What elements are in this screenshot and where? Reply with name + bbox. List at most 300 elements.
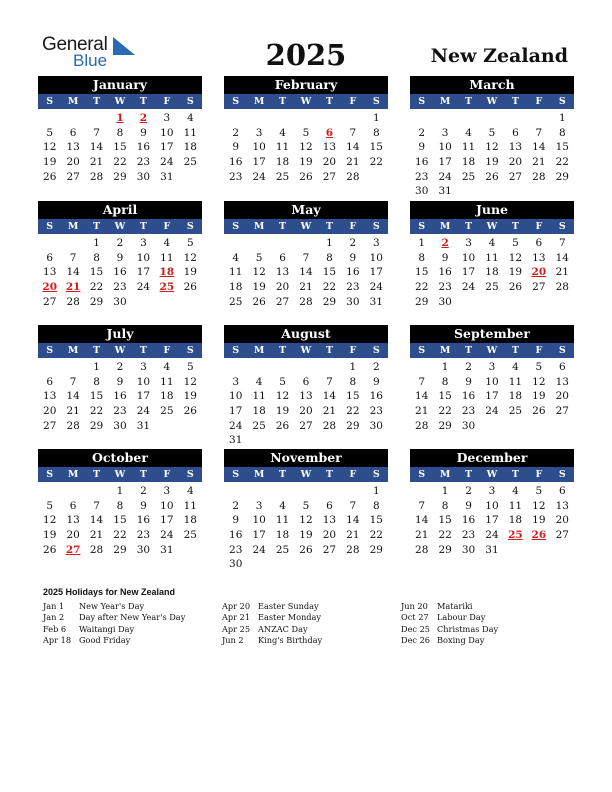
day-number: 7	[349, 499, 357, 512]
weekday-label: F	[349, 96, 357, 107]
day-number: 27	[508, 170, 523, 183]
day-number: 26	[508, 281, 523, 294]
weekday-label: T	[279, 345, 287, 356]
day-number: 23	[229, 170, 243, 183]
day-number: 17	[369, 266, 383, 279]
day-number: 7	[326, 375, 333, 388]
day-number: 29	[415, 295, 429, 308]
day-number: 5	[46, 499, 54, 512]
day-number: 8	[116, 126, 124, 139]
day-number: 30	[136, 170, 151, 183]
weekday-label: M	[253, 469, 265, 480]
weekday-header	[38, 467, 202, 482]
day-number: 8	[93, 251, 100, 264]
weekday-label: W	[486, 345, 498, 356]
day-number: 8	[326, 251, 333, 264]
weekday-label: W	[300, 96, 312, 107]
day-number: 24	[485, 405, 499, 418]
holiday-name: Good Friday	[79, 634, 131, 645]
day-number: 15	[346, 390, 360, 403]
day-number: 29	[89, 295, 104, 308]
weekday-label: M	[67, 345, 79, 356]
weekday-label: M	[67, 469, 79, 480]
day-number: 12	[532, 375, 546, 388]
day-number: 11	[229, 266, 243, 279]
day-number: 10	[485, 375, 499, 388]
day-number: 28	[89, 170, 104, 183]
empty-cell	[294, 484, 317, 499]
month-february	[224, 76, 388, 184]
day-number: 10	[136, 251, 151, 264]
weekday-header	[224, 467, 388, 482]
day-number: 4	[279, 126, 286, 139]
day-number: 14	[532, 141, 546, 154]
day-number: 15	[113, 141, 127, 154]
day-number: 22	[89, 281, 104, 294]
weekday-label: S	[558, 221, 566, 232]
empty-cell	[224, 111, 247, 126]
day-number: 25	[183, 529, 197, 542]
day-number: 24	[461, 281, 476, 294]
holiday-day: 2	[139, 112, 148, 124]
day-number: 24	[485, 529, 499, 542]
weekday-label: F	[535, 469, 543, 480]
day-number: 31	[229, 434, 243, 447]
day-number: 2	[232, 499, 240, 512]
holiday-date: Apr 18	[43, 634, 72, 645]
day-number: 24	[136, 405, 151, 418]
weekday-header	[410, 343, 574, 358]
weekday-label: S	[46, 96, 54, 107]
weekday-label: M	[439, 221, 451, 232]
month-name: November	[224, 449, 388, 467]
day-number: 11	[461, 141, 476, 154]
weekday-label: F	[349, 469, 357, 480]
day-number: 9	[232, 141, 240, 154]
empty-cell	[224, 484, 247, 499]
day-number: 28	[89, 543, 104, 556]
day-number: 17	[136, 266, 151, 279]
month-name: April	[38, 201, 202, 219]
day-grid	[38, 358, 202, 433]
weekday-label: S	[186, 469, 194, 480]
weekday-label: S	[46, 345, 54, 356]
day-number: 2	[372, 361, 380, 373]
day-number: 28	[415, 543, 429, 556]
day-number: 11	[252, 390, 266, 403]
day-number: 9	[116, 375, 124, 388]
day-number: 30	[461, 543, 476, 556]
holiday-day: 26	[531, 529, 547, 542]
empty-cell	[38, 236, 61, 251]
day-number: 18	[275, 529, 290, 542]
holiday-day: 2	[441, 237, 449, 249]
day-number: 6	[512, 126, 519, 139]
holiday-item	[222, 624, 322, 635]
day-number: 3	[140, 361, 147, 373]
holiday-name: Labour Day	[437, 612, 486, 623]
day-number: 17	[461, 266, 476, 279]
day-number: 10	[369, 251, 383, 264]
day-number: 14	[89, 141, 104, 154]
day-number: 30	[346, 295, 360, 308]
day-number: 14	[299, 266, 313, 279]
day-number: 17	[136, 390, 151, 403]
day-number: 6	[46, 251, 54, 264]
empty-cell	[61, 484, 84, 499]
day-number: 10	[160, 499, 174, 512]
day-number: 4	[488, 237, 496, 249]
day-number: 27	[555, 529, 569, 542]
empty-cell	[318, 360, 341, 375]
day-number: 1	[441, 485, 449, 497]
day-number: 23	[346, 281, 360, 294]
day-number: 26	[43, 170, 57, 183]
day-number: 8	[418, 251, 426, 264]
day-number: 9	[418, 141, 426, 154]
day-number: 13	[322, 514, 337, 527]
empty-cell	[224, 360, 247, 375]
day-number: 25	[229, 295, 243, 308]
day-number: 26	[485, 170, 499, 183]
weekday-label: T	[139, 96, 147, 107]
day-number: 27	[532, 281, 546, 294]
day-number: 4	[163, 237, 171, 249]
day-number: 28	[346, 170, 360, 183]
day-number: 5	[46, 126, 54, 139]
empty-cell	[38, 484, 61, 499]
day-number: 12	[485, 141, 499, 154]
day-number: 28	[415, 419, 429, 432]
weekday-label: T	[511, 221, 519, 232]
day-number: 30	[113, 419, 127, 432]
weekday-label: T	[139, 345, 147, 356]
day-number: 5	[186, 237, 194, 249]
day-number: 11	[160, 375, 174, 388]
day-number: 7	[69, 375, 77, 388]
day-number: 8	[116, 499, 124, 512]
page-title: 2025	[265, 38, 347, 72]
day-number: 26	[183, 281, 197, 294]
day-number: 24	[136, 281, 151, 294]
day-number: 28	[532, 170, 546, 183]
weekday-label: S	[418, 469, 426, 480]
weekday-label: S	[232, 221, 240, 232]
day-number: 13	[66, 514, 80, 527]
day-number: 12	[183, 375, 197, 388]
day-grid	[38, 482, 202, 557]
day-number: 17	[160, 141, 174, 154]
day-number: 31	[438, 185, 452, 198]
day-number: 3	[232, 375, 240, 388]
day-number: 23	[113, 281, 127, 294]
day-number: 4	[255, 375, 263, 388]
day-number: 22	[322, 281, 337, 294]
day-number: 27	[43, 419, 57, 432]
day-number: 18	[508, 390, 523, 403]
day-number: 22	[346, 405, 360, 418]
day-number: 4	[163, 361, 171, 373]
day-number: 14	[322, 390, 337, 403]
weekday-label: S	[558, 96, 566, 107]
month-name: March	[410, 76, 574, 94]
day-number: 22	[555, 156, 569, 169]
weekday-header	[410, 467, 574, 482]
holiday-date: Jan 2	[43, 612, 65, 623]
weekday-label: W	[114, 345, 126, 356]
empty-cell	[38, 360, 61, 375]
day-number: 16	[136, 141, 151, 154]
weekday-label: S	[186, 221, 194, 232]
day-number: 25	[508, 405, 523, 418]
day-number: 18	[183, 141, 197, 154]
day-number: 7	[535, 126, 543, 139]
holiday-name: ANZAC Day	[258, 623, 308, 634]
weekday-label: W	[486, 469, 498, 480]
holiday-item	[222, 601, 322, 612]
empty-cell	[504, 111, 527, 126]
day-number: 19	[299, 156, 313, 169]
month-name: May	[224, 201, 388, 219]
day-number: 28	[66, 419, 80, 432]
day-number: 30	[415, 185, 429, 198]
day-number: 21	[299, 281, 313, 294]
day-number: 19	[183, 266, 197, 279]
day-number: 3	[163, 485, 171, 497]
day-number: 22	[438, 405, 452, 418]
holiday-name: Day after New Year's Day	[79, 612, 186, 623]
weekday-label: T	[465, 469, 473, 480]
day-number: 9	[465, 499, 472, 512]
weekday-header	[410, 94, 574, 109]
day-number: 17	[252, 156, 266, 169]
day-number: 15	[369, 514, 383, 527]
day-number: 2	[349, 237, 357, 249]
month-january	[38, 76, 202, 184]
day-number: 20	[275, 281, 290, 294]
weekday-label: W	[300, 345, 312, 356]
day-number: 29	[438, 543, 452, 556]
day-number: 2	[465, 361, 472, 373]
day-number: 8	[93, 375, 100, 388]
day-number: 12	[43, 514, 57, 527]
holiday-name: Christmas Day	[437, 623, 499, 634]
day-number: 5	[302, 126, 310, 139]
day-number: 1	[372, 485, 380, 497]
weekday-header	[224, 219, 388, 234]
day-number: 22	[89, 405, 104, 418]
empty-cell	[247, 360, 270, 375]
holiday-day: 25	[159, 281, 175, 294]
day-number: 15	[322, 266, 337, 279]
day-number: 28	[555, 281, 569, 294]
day-number: 30	[438, 295, 452, 308]
day-number: 23	[461, 529, 476, 542]
day-number: 27	[275, 295, 290, 308]
day-number: 31	[369, 295, 383, 308]
month-name: December	[410, 449, 574, 467]
day-number: 6	[279, 251, 286, 264]
day-number: 13	[66, 141, 80, 154]
day-number: 19	[508, 266, 523, 279]
holiday-name: New Year's Day	[79, 601, 145, 611]
day-number: 10	[160, 126, 174, 139]
day-number: 13	[299, 390, 313, 403]
day-number: 8	[372, 126, 380, 139]
day-number: 11	[275, 514, 290, 527]
day-number: 14	[346, 141, 360, 154]
day-number: 12	[299, 514, 313, 527]
month-august	[224, 325, 388, 448]
day-number: 11	[183, 126, 197, 139]
weekday-label: F	[535, 345, 543, 356]
day-number: 13	[532, 251, 546, 264]
weekday-label: S	[186, 96, 194, 107]
weekday-label: M	[67, 96, 79, 107]
day-number: 15	[89, 266, 104, 279]
day-number: 28	[299, 295, 313, 308]
day-number: 12	[508, 251, 523, 264]
day-number: 28	[346, 543, 360, 556]
day-number: 7	[418, 499, 426, 512]
day-number: 19	[299, 529, 313, 542]
day-number: 21	[532, 156, 546, 169]
day-number: 27	[66, 170, 80, 183]
weekday-label: M	[253, 96, 265, 107]
day-number: 31	[136, 419, 151, 432]
day-number: 28	[322, 419, 337, 432]
day-number: 7	[302, 251, 310, 264]
day-number: 10	[229, 390, 243, 403]
day-number: 30	[369, 419, 383, 432]
empty-cell	[247, 111, 270, 126]
holiday-name: Waitangi Day	[79, 623, 135, 634]
day-number: 13	[555, 375, 569, 388]
holiday-date: Oct 27	[401, 612, 429, 623]
day-number: 20	[66, 156, 80, 169]
weekday-header	[38, 343, 202, 358]
day-number: 24	[229, 419, 243, 432]
day-number: 30	[461, 419, 476, 432]
day-number: 8	[441, 375, 449, 388]
holiday-name: Easter Monday	[258, 612, 322, 623]
day-number: 23	[136, 156, 151, 169]
day-number: 27	[322, 543, 337, 556]
day-number: 18	[229, 281, 243, 294]
day-number: 4	[512, 361, 519, 373]
empty-cell	[294, 111, 317, 126]
day-number: 18	[508, 514, 523, 527]
day-number: 6	[558, 485, 566, 497]
month-november	[224, 449, 388, 572]
day-number: 30	[113, 295, 127, 308]
day-number: 6	[558, 361, 566, 373]
day-number: 6	[302, 375, 310, 388]
holiday-item	[222, 612, 322, 623]
day-number: 11	[160, 251, 174, 264]
empty-cell	[61, 236, 84, 251]
empty-cell	[410, 360, 433, 375]
day-grid	[38, 234, 202, 309]
day-number: 17	[252, 529, 266, 542]
day-number: 7	[349, 126, 357, 139]
weekday-label: M	[253, 221, 265, 232]
day-number: 1	[441, 361, 449, 373]
holiday-name: Matariki	[437, 601, 473, 611]
day-number: 14	[66, 390, 80, 403]
day-number: 31	[160, 170, 174, 183]
day-number: 16	[346, 266, 360, 279]
brand-name-part2: Blue	[73, 51, 108, 70]
empty-cell	[527, 111, 550, 126]
day-number: 20	[322, 529, 337, 542]
holiday-name: Boxing Day	[437, 634, 485, 645]
day-number: 21	[322, 405, 337, 418]
holiday-item	[401, 624, 498, 635]
day-number: 7	[93, 499, 100, 512]
day-number: 7	[69, 251, 77, 264]
day-number: 29	[555, 170, 569, 183]
day-number: 11	[508, 375, 523, 388]
day-number: 12	[252, 266, 266, 279]
weekday-label: S	[372, 221, 380, 232]
day-number: 12	[183, 251, 197, 264]
day-number: 19	[183, 390, 197, 403]
holiday-date: Dec 25	[401, 623, 431, 634]
day-number: 19	[485, 156, 499, 169]
weekday-label: W	[486, 221, 498, 232]
day-number: 9	[372, 375, 380, 388]
empty-cell	[433, 111, 456, 126]
day-number: 9	[349, 251, 357, 264]
day-number: 23	[136, 529, 151, 542]
day-number: 12	[275, 390, 290, 403]
day-number: 22	[369, 529, 383, 542]
day-number: 22	[113, 156, 127, 169]
month-july	[38, 325, 202, 433]
day-number: 22	[113, 529, 127, 542]
day-number: 16	[136, 514, 151, 527]
day-number: 14	[555, 251, 569, 264]
day-number: 13	[508, 141, 523, 154]
day-number: 20	[322, 156, 337, 169]
holiday-day: 20	[42, 281, 58, 294]
holiday-date: Jun 2	[222, 634, 244, 645]
day-number: 26	[43, 543, 57, 556]
holiday-column	[401, 601, 498, 646]
day-grid	[224, 482, 388, 572]
weekday-label: M	[439, 469, 451, 480]
weekday-label: M	[67, 221, 79, 232]
day-number: 5	[302, 499, 310, 512]
empty-cell	[341, 111, 364, 126]
day-number: 23	[461, 405, 476, 418]
day-number: 9	[116, 251, 124, 264]
day-number: 19	[532, 390, 546, 403]
weekday-label: T	[279, 221, 287, 232]
empty-cell	[61, 360, 84, 375]
day-number: 31	[485, 543, 499, 556]
weekday-label: S	[232, 96, 240, 107]
day-number: 30	[229, 558, 243, 571]
day-number: 1	[116, 485, 124, 497]
day-number: 3	[488, 361, 496, 373]
day-number: 9	[441, 251, 449, 264]
empty-cell	[410, 111, 433, 126]
day-number: 2	[116, 361, 124, 373]
holiday-date: Apr 20	[222, 601, 251, 611]
day-number: 29	[113, 170, 127, 183]
